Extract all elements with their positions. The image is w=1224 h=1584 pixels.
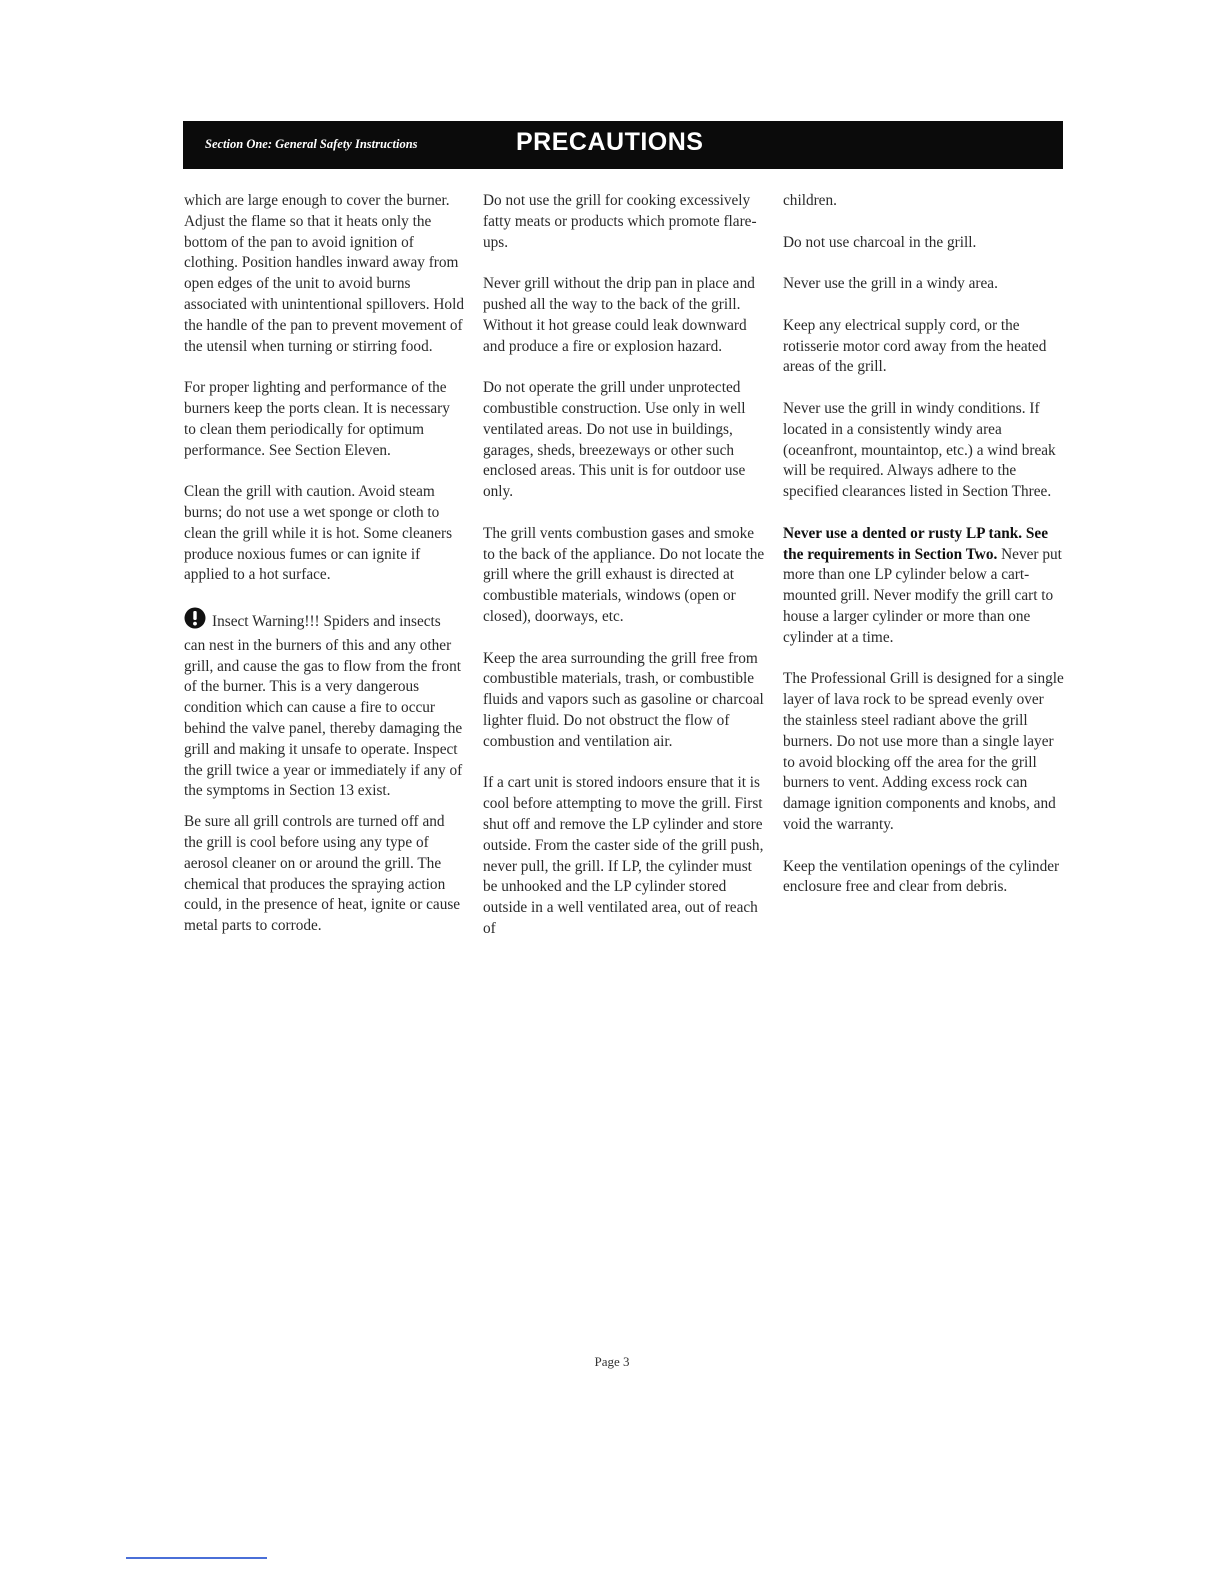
page-title: PRECAUTIONS <box>516 128 704 156</box>
lp-tank-warning-bold: Never use a dented or rusty LP tank. See the requirements in Section Two. <box>783 524 1048 563</box>
section-header-bar <box>183 121 1063 169</box>
paragraph-windy-conditions: Never use the grill in windy conditions. If located in a consistently windy area (oceanfront, mountaintop, etc.) a wind break will be required. Always adhere to the specified clearances listed in Section Three. <box>783 399 1056 501</box>
paragraph-burner-ports: For proper lighting and performance of the burners keep the ports clean. It is necessary to clean them periodically for optimum performance. See Section Eleven. <box>184 379 450 459</box>
paragraph-ventilation-openings: Keep the ventilation openings of the cylinder enclosure free and clear from debris. <box>783 857 1060 896</box>
paragraph-lava-rock: The Professional Grill is designed for a single layer of lava rock to be spread evenly over the stainless steel radiant above the grill burners. Do not use more than a single layer to avoid blocking off the area for the grill burners to vent. Adding excess rock can damage ignition components and knobs, and void the warranty. <box>783 670 1064 833</box>
footer-divider <box>126 1557 267 1559</box>
column-left <box>184 191 464 958</box>
paragraph-windy-area: Never use the grill in a windy area. <box>783 275 998 293</box>
paragraph-no-charcoal: Do not use charcoal in the grill. <box>783 233 977 251</box>
paragraph-children: children. <box>783 192 837 209</box>
paragraph-combustible-construction: Do not operate the grill under unprotected combustible construction. Use only in well ventilated areas. Do not use in buildings, garages, sheds, breezeways or other such enclosed areas. This unit is for outdoor use only. <box>483 379 746 501</box>
paragraph-combustion-gases: The grill vents combustion gases and smoke to the back of the appliance. Do not locate the grill where the grill exhaust is directed at combustible materials, windows (open or closed), doorways, etc. <box>483 524 765 625</box>
paragraph-surrounding-area: Keep the area surrounding the grill free from combustible materials, trash, or combustible fluids and vapors such as gasoline or charcoal lighter fluid. Do not obstruct the flow of combustion and ventilation air. <box>483 649 764 750</box>
insect-warning-text: Insect Warning!!! Spiders and insects can nest in the burners of this and any other grill, and cause the gas to flow from the front of the burner. This is a very dangerous condition which can cause a fire to occur behind the valve panel, thereby damaging the grill and making it unsafe to operate. Inspect the grill twice a year or immediately if any of the symptoms in Section 13 exist. <box>184 612 463 800</box>
paragraph-clean-caution: Clean the grill with caution. Avoid steam burns; do not use a wet sponge or cloth to clean the grill while it is hot. Some cleaners produce noxious fumes or can ignite if applied to a hot surface. <box>184 483 453 584</box>
page-number: Page 3 <box>594 1354 630 1369</box>
column-middle <box>483 191 765 960</box>
lp-tank-warning-text: Never put more than one LP cylinder below a cart-mounted grill. Never modify the grill cart to house a larger cylinder or more than one cylinder at a time. <box>783 545 1062 646</box>
paragraph-electrical-cord: Keep any electrical supply cord, or the rotisserie motor cord away from the heated areas of the grill. <box>783 316 1047 376</box>
paragraph-lp-tank <box>783 524 1065 649</box>
paragraph-fatty-meats: Do not use the grill for cooking excessively fatty meats or products which promote flare-ups. <box>483 192 757 251</box>
paragraph-insect-warning <box>184 607 464 802</box>
paragraph-cart-storage: If a cart unit is stored indoors ensure that it is cool before attempting to move the grill. First shut off and remove the LP cylinder and store outside. From the caster side of the grill push, never pull, the grill. If LP, the cylinder must be unhooked and the LP cylinder stored outside in a well ventilated area, out of reach of <box>483 774 764 937</box>
section-label: Section One: General Safety Instructions <box>205 137 418 151</box>
paragraph-drip-pan: Never grill without the drip pan in place and pushed all the way to the back of the grill. Without it hot grease could leak downward and produce a fire or explosion hazard. <box>483 275 755 355</box>
paragraph-burner-flame: which are large enough to cover the burner. Adjust the flame so that it heats only the bottom of the pan to avoid ignition of clothing. Position handles inward away from open edges of the unit to avoid burns associated with unintentional spillovers. Hold the handle of the pan to prevent movement of the utensil when turning or stirring food. <box>184 192 464 355</box>
column-right <box>783 191 1065 919</box>
exclamation-circle-icon <box>184 607 206 636</box>
paragraph-aerosol-cleaner: Be sure all grill controls are turned off and the grill is cool before using any type of aerosol cleaner on or around the grill. The chemical that produces the spraying action could, in the presence of heat, ignite or cause metal parts to corrode. <box>184 813 461 935</box>
